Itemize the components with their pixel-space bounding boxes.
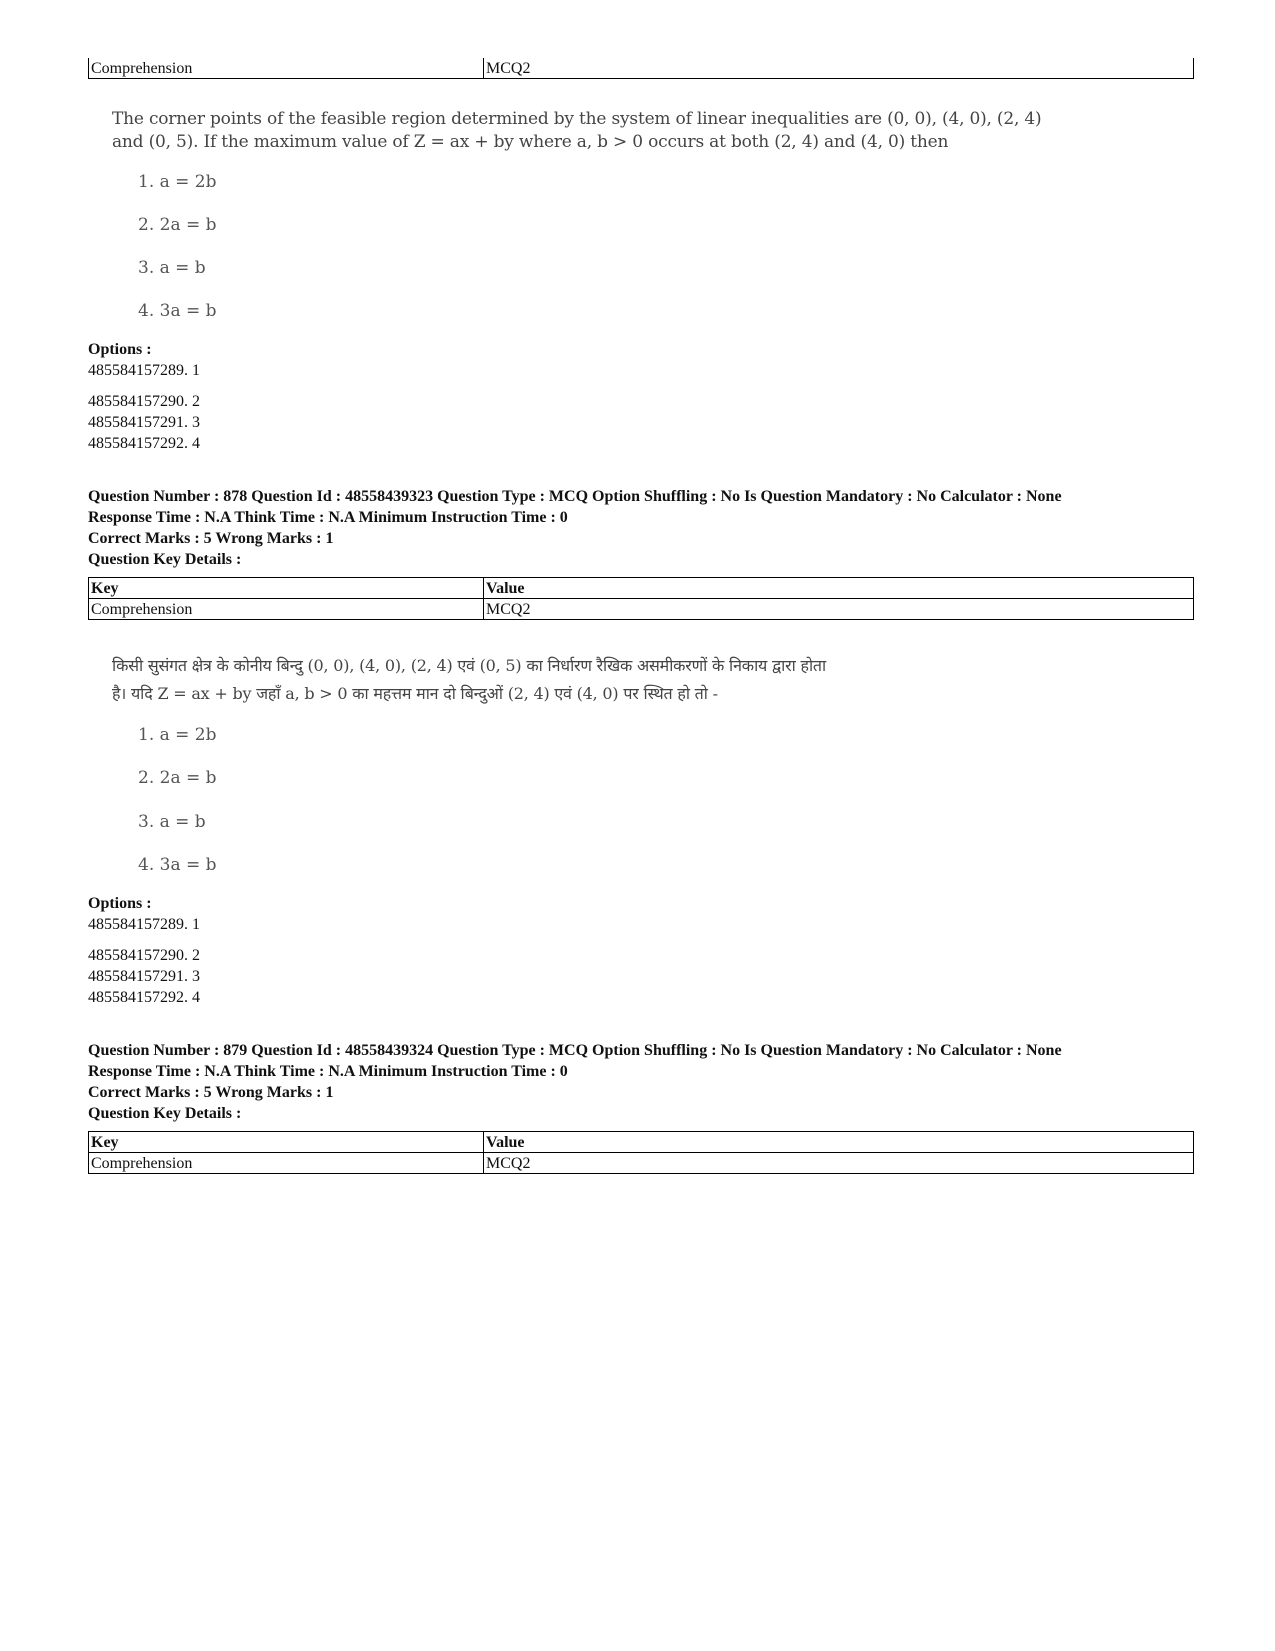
- option-item: 485584157292. 4: [88, 989, 200, 1006]
- option-item: 485584157292. 4: [88, 435, 200, 452]
- option-item: 485584157291. 3: [88, 414, 200, 431]
- table-header-row: [89, 578, 1194, 599]
- table-cell-key: Comprehension: [89, 599, 484, 620]
- option-item: 485584157290. 2: [88, 947, 200, 964]
- choice-item: 1. a = 2b: [138, 725, 217, 745]
- option-item: 485584157289. 1: [88, 916, 200, 933]
- choice-item: 4. 3a = b: [138, 301, 217, 321]
- table-header-value: Value: [484, 578, 1194, 599]
- table-header-key: Key: [89, 578, 484, 599]
- question-meta-line: Question Key Details :: [88, 1105, 242, 1122]
- table-cell-value: MCQ2: [484, 599, 1194, 620]
- table-header-value: Value: [484, 1132, 1194, 1153]
- stem-line: है। यदि Z = ax + by जहाँ a, b > 0 का महत्तम मान दो बिन्दुओं (2, 4) एवं (4, 0) पर स्थित हो तो -: [112, 684, 718, 703]
- options-title: Options :: [88, 895, 152, 912]
- table-row: [89, 58, 1194, 79]
- question-meta-line: Response Time : N.A Think Time : N.A Minimum Instruction Time : 0: [88, 509, 568, 526]
- top-key-table: [88, 58, 1194, 79]
- question-meta-line: Question Number : 878 Question Id : 48558439323 Question Type : MCQ Option Shuffling : No Is Question Mandatory : No Calculator : None: [88, 488, 1062, 505]
- choice-item: 2. 2a = b: [138, 768, 217, 788]
- choice-item: 4. 3a = b: [138, 855, 217, 875]
- option-item: 485584157290. 2: [88, 393, 200, 410]
- options-title: Options :: [88, 341, 152, 358]
- question-meta-line: Response Time : N.A Think Time : N.A Minimum Instruction Time : 0: [88, 1063, 568, 1080]
- table-cell-value: MCQ2: [484, 58, 1194, 79]
- stem-line: किसी सुसंगत क्षेत्र के कोनीय बिन्दु (0, 0), (4, 0), (2, 4) एवं (0, 5) का निर्धारण रैखिक असमीकरणों के निकाय द्वारा होता: [112, 656, 826, 675]
- question-stem-hindi: [112, 652, 826, 708]
- choice-item: 3. a = b: [138, 812, 206, 832]
- question-meta-line: Question Number : 879 Question Id : 48558439324 Question Type : MCQ Option Shuffling : No Is Question Mandatory : No Calculator : None: [88, 1042, 1062, 1059]
- choice-item: 1. a = 2b: [138, 172, 217, 192]
- table-row: [89, 1153, 1194, 1174]
- table-header-key: Key: [89, 1132, 484, 1153]
- table-header-row: [89, 1132, 1194, 1153]
- table-cell-value: MCQ2: [484, 1153, 1194, 1174]
- question-meta-line: Correct Marks : 5 Wrong Marks : 1: [88, 1084, 334, 1101]
- stem-line: and (0, 5). If the maximum value of Z = ax + by where a, b > 0 occurs at both (2, 4) and (4, 0) then: [112, 132, 949, 152]
- question-key-table: [88, 1131, 1194, 1174]
- option-item: 485584157291. 3: [88, 968, 200, 985]
- table-cell-key: Comprehension: [89, 1153, 484, 1174]
- question-meta-line: Question Key Details :: [88, 551, 242, 568]
- question-key-table: [88, 577, 1194, 620]
- question-stem-english: [112, 108, 1041, 154]
- option-item: 485584157289. 1: [88, 362, 200, 379]
- question-meta-line: Correct Marks : 5 Wrong Marks : 1: [88, 530, 334, 547]
- table-cell-key: Comprehension: [89, 58, 484, 79]
- choice-item: 2. 2a = b: [138, 215, 217, 235]
- stem-line: The corner points of the feasible region determined by the system of linear inequalities are (0, 0), (4, 0), (2, 4): [112, 109, 1042, 129]
- choice-item: 3. a = b: [138, 258, 206, 278]
- table-row: [89, 599, 1194, 620]
